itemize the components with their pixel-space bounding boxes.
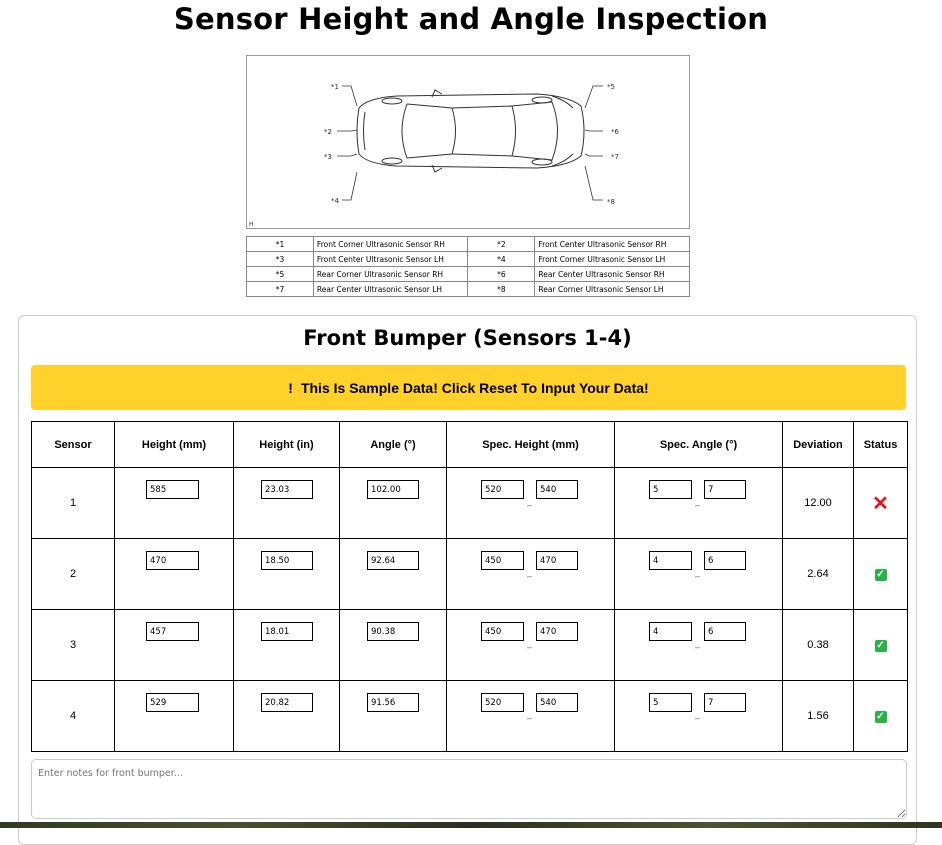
height-in-input[interactable] <box>261 622 313 641</box>
height-mm-cell <box>115 539 234 610</box>
status-cell <box>854 468 908 539</box>
angle-cell <box>340 681 447 752</box>
sensor-number: 2 <box>32 539 115 610</box>
deviation-value: 2.64 <box>783 539 854 610</box>
angle-input[interactable] <box>367 551 419 570</box>
spec-angle-cell <box>615 681 783 752</box>
table-row <box>32 539 908 610</box>
spec-height-cell <box>447 468 615 539</box>
height-in-cell <box>234 681 340 752</box>
height-in-cell <box>234 610 340 681</box>
legend-number: *3 <box>247 252 314 267</box>
spec-angle-max-input[interactable] <box>704 551 746 570</box>
header-status: Status <box>854 422 908 468</box>
range-separator: – <box>695 571 701 581</box>
spec-height-max-input[interactable] <box>536 693 578 712</box>
page-title: Sensor Height and Angle Inspection <box>173 2 769 36</box>
section-title: Front Bumper (Sensors 1-4) <box>303 326 632 350</box>
warning-icon: ! <box>288 379 293 396</box>
deviation-value: 1.56 <box>783 681 854 752</box>
spec-angle-cell <box>615 468 783 539</box>
range-separator: – <box>527 571 533 581</box>
header-height-in: Height (in) <box>234 422 340 468</box>
legend-row <box>247 267 690 282</box>
legend-number: *4 <box>468 252 535 267</box>
range-separator: – <box>695 713 701 723</box>
legend-label: Front Corner Ultrasonic Sensor RH <box>313 237 468 252</box>
range-separator: – <box>695 500 701 510</box>
height-mm-cell <box>115 610 234 681</box>
car-top-view-illustration <box>247 56 689 228</box>
angle-input[interactable] <box>367 693 419 712</box>
legend-number: *1 <box>247 237 314 252</box>
spec-height-max-input[interactable] <box>536 622 578 641</box>
header-spec-height: Spec. Height (mm) <box>447 422 615 468</box>
height-in-input[interactable] <box>261 693 313 712</box>
height-in-input[interactable] <box>261 551 313 570</box>
spec-angle-cell <box>615 610 783 681</box>
pass-check-icon: ✓ <box>876 639 885 651</box>
legend-label: Front Center Ultrasonic Sensor RH <box>535 237 690 252</box>
header-deviation: Deviation <box>783 422 854 468</box>
legend-label: Front Corner Ultrasonic Sensor LH <box>535 252 690 267</box>
callout-6: *6 <box>611 128 619 136</box>
diagram-corner-letter: H <box>249 221 254 228</box>
fail-x-icon: ✕ <box>872 492 889 515</box>
pass-check-icon: ✓ <box>876 710 885 722</box>
height-in-input[interactable] <box>261 480 313 499</box>
spec-angle-max-input[interactable] <box>704 480 746 499</box>
sensor-table <box>31 421 908 752</box>
front-bumper-card <box>18 315 917 845</box>
callout-8: *8 <box>607 198 615 206</box>
table-row <box>32 610 908 681</box>
legend-number: *6 <box>468 267 535 282</box>
callout-7: *7 <box>611 153 619 161</box>
legend-number: *2 <box>468 237 535 252</box>
callout-2: *2 <box>324 128 332 136</box>
sensor-number: 1 <box>32 468 115 539</box>
spec-angle-min-input[interactable] <box>649 480 692 499</box>
pass-check-icon: ✓ <box>876 568 885 580</box>
angle-cell <box>340 539 447 610</box>
height-mm-input[interactable] <box>146 693 199 712</box>
angle-cell <box>340 468 447 539</box>
deviation-value: 0.38 <box>783 610 854 681</box>
table-header-row <box>32 422 908 468</box>
status-cell <box>854 539 908 610</box>
spec-angle-min-input[interactable] <box>649 551 692 570</box>
height-mm-cell <box>115 681 234 752</box>
spec-height-min-input[interactable] <box>481 693 524 712</box>
status-cell <box>854 681 908 752</box>
bottom-background-strip <box>0 822 942 828</box>
header-spec-angle: Spec. Angle (°) <box>615 422 783 468</box>
spec-height-min-input[interactable] <box>481 622 524 641</box>
sample-data-banner <box>31 365 906 410</box>
spec-height-max-input[interactable] <box>536 551 578 570</box>
legend-label: Rear Center Ultrasonic Sensor RH <box>535 267 690 282</box>
height-in-cell <box>234 539 340 610</box>
car-sensor-diagram <box>246 55 690 229</box>
legend-number: *7 <box>247 282 314 297</box>
callout-5: *5 <box>607 83 615 91</box>
spec-height-cell <box>447 610 615 681</box>
spec-height-cell <box>447 539 615 610</box>
table-row <box>32 681 908 752</box>
range-separator: – <box>527 642 533 652</box>
height-mm-input[interactable] <box>146 480 199 499</box>
status-cell <box>854 610 908 681</box>
header-sensor: Sensor <box>32 422 115 468</box>
deviation-value: 12.00 <box>783 468 854 539</box>
front-bumper-notes[interactable] <box>31 759 907 819</box>
range-separator: – <box>527 713 533 723</box>
height-in-cell <box>234 468 340 539</box>
spec-height-cell <box>447 681 615 752</box>
legend-label: Rear Corner Ultrasonic Sensor LH <box>535 282 690 297</box>
legend-row <box>247 237 690 252</box>
banner-text: This Is Sample Data! Click Reset To Input Your Data! <box>300 379 649 396</box>
legend-label: Rear Center Ultrasonic Sensor LH <box>313 282 468 297</box>
legend-row <box>247 282 690 297</box>
angle-input[interactable] <box>367 622 419 641</box>
spec-angle-max-input[interactable] <box>704 622 746 641</box>
height-mm-input[interactable] <box>146 622 199 641</box>
spec-height-max-input[interactable] <box>536 480 578 499</box>
callout-3: *3 <box>324 153 332 161</box>
range-separator: – <box>527 500 533 510</box>
legend-label: Front Center Ultrasonic Sensor LH <box>313 252 468 267</box>
sensor-number: 3 <box>32 610 115 681</box>
spec-angle-max-input[interactable] <box>704 693 746 712</box>
header-angle: Angle (°) <box>340 422 447 468</box>
sensor-legend-table <box>246 236 690 297</box>
spec-height-min-input[interactable] <box>481 551 524 570</box>
legend-number: *8 <box>468 282 535 297</box>
sensor-number: 4 <box>32 681 115 752</box>
range-separator: – <box>695 642 701 652</box>
legend-number: *5 <box>247 267 314 282</box>
angle-cell <box>340 610 447 681</box>
spec-angle-min-input[interactable] <box>649 693 692 712</box>
legend-label: Rear Corner Ultrasonic Sensor RH <box>313 267 468 282</box>
callout-4: *4 <box>331 197 339 205</box>
header-height-mm: Height (mm) <box>115 422 234 468</box>
height-mm-cell <box>115 468 234 539</box>
height-mm-input[interactable] <box>146 551 199 570</box>
table-row <box>32 468 908 539</box>
callout-1: *1 <box>331 83 339 91</box>
angle-input[interactable] <box>367 480 419 499</box>
spec-angle-min-input[interactable] <box>649 622 692 641</box>
spec-height-min-input[interactable] <box>481 480 524 499</box>
spec-angle-cell <box>615 539 783 610</box>
legend-row <box>247 252 690 267</box>
